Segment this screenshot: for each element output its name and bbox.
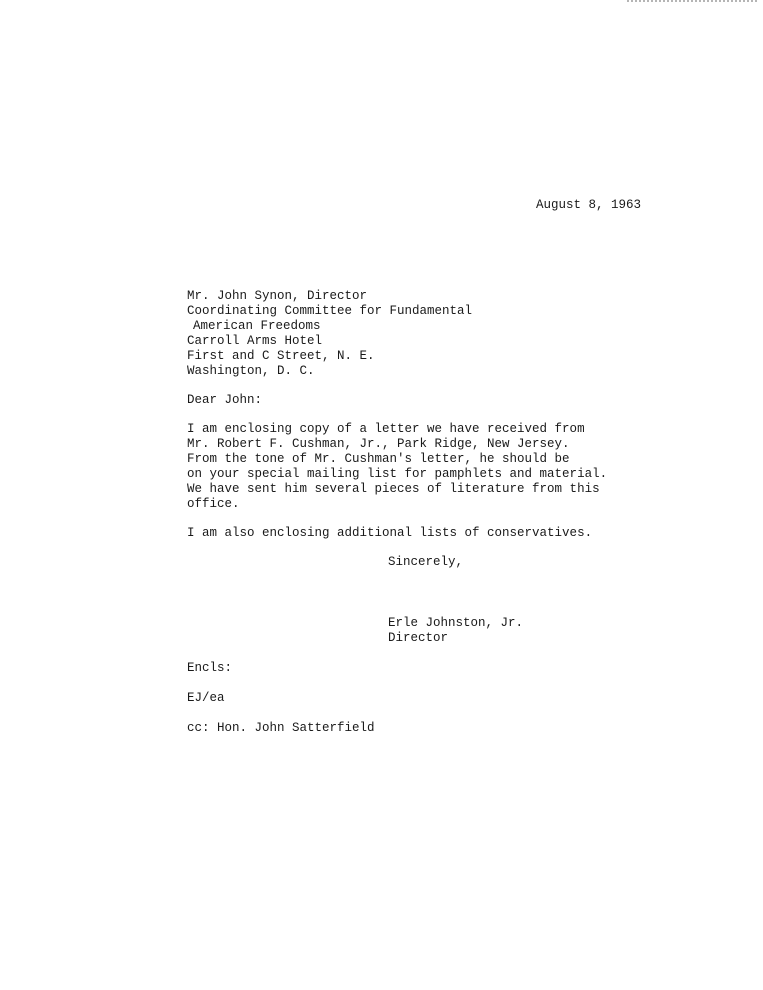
- address-line: First and C Street, N. E.: [187, 349, 375, 363]
- cc-notation: cc: Hon. John Satterfield: [187, 721, 375, 735]
- salutation: Dear John:: [187, 393, 263, 407]
- signer-name: Erle Johnston, Jr.: [388, 616, 524, 630]
- body-line: We have sent him several pieces of literature from this: [187, 482, 600, 496]
- scan-artifact-dots: [627, 0, 757, 4]
- body-line: office.: [187, 497, 240, 511]
- body-line: From the tone of Mr. Cushman's letter, he should be: [187, 452, 570, 466]
- body-line: on your special mailing list for pamphlets and material.: [187, 467, 608, 481]
- body-line: I am enclosing copy of a letter we have received from: [187, 422, 585, 436]
- letter-date: August 8, 1963: [536, 198, 642, 212]
- closing: Sincerely,: [388, 555, 464, 569]
- address-line: Mr. John Synon, Director: [187, 289, 368, 303]
- body-line: Mr. Robert F. Cushman, Jr., Park Ridge, New Jersey.: [187, 437, 570, 451]
- address-line: American Freedoms: [193, 319, 321, 333]
- body-paragraph-2: I am also enclosing additional lists of conservatives.: [187, 526, 593, 540]
- address-line: Washington, D. C.: [187, 364, 315, 378]
- address-line: Carroll Arms Hotel: [187, 334, 323, 348]
- reference-initials: EJ/ea: [187, 691, 225, 705]
- signer-title: Director: [388, 631, 449, 645]
- address-line: Coordinating Committee for Fundamental: [187, 304, 473, 318]
- enclosures-notation: Encls:: [187, 661, 233, 675]
